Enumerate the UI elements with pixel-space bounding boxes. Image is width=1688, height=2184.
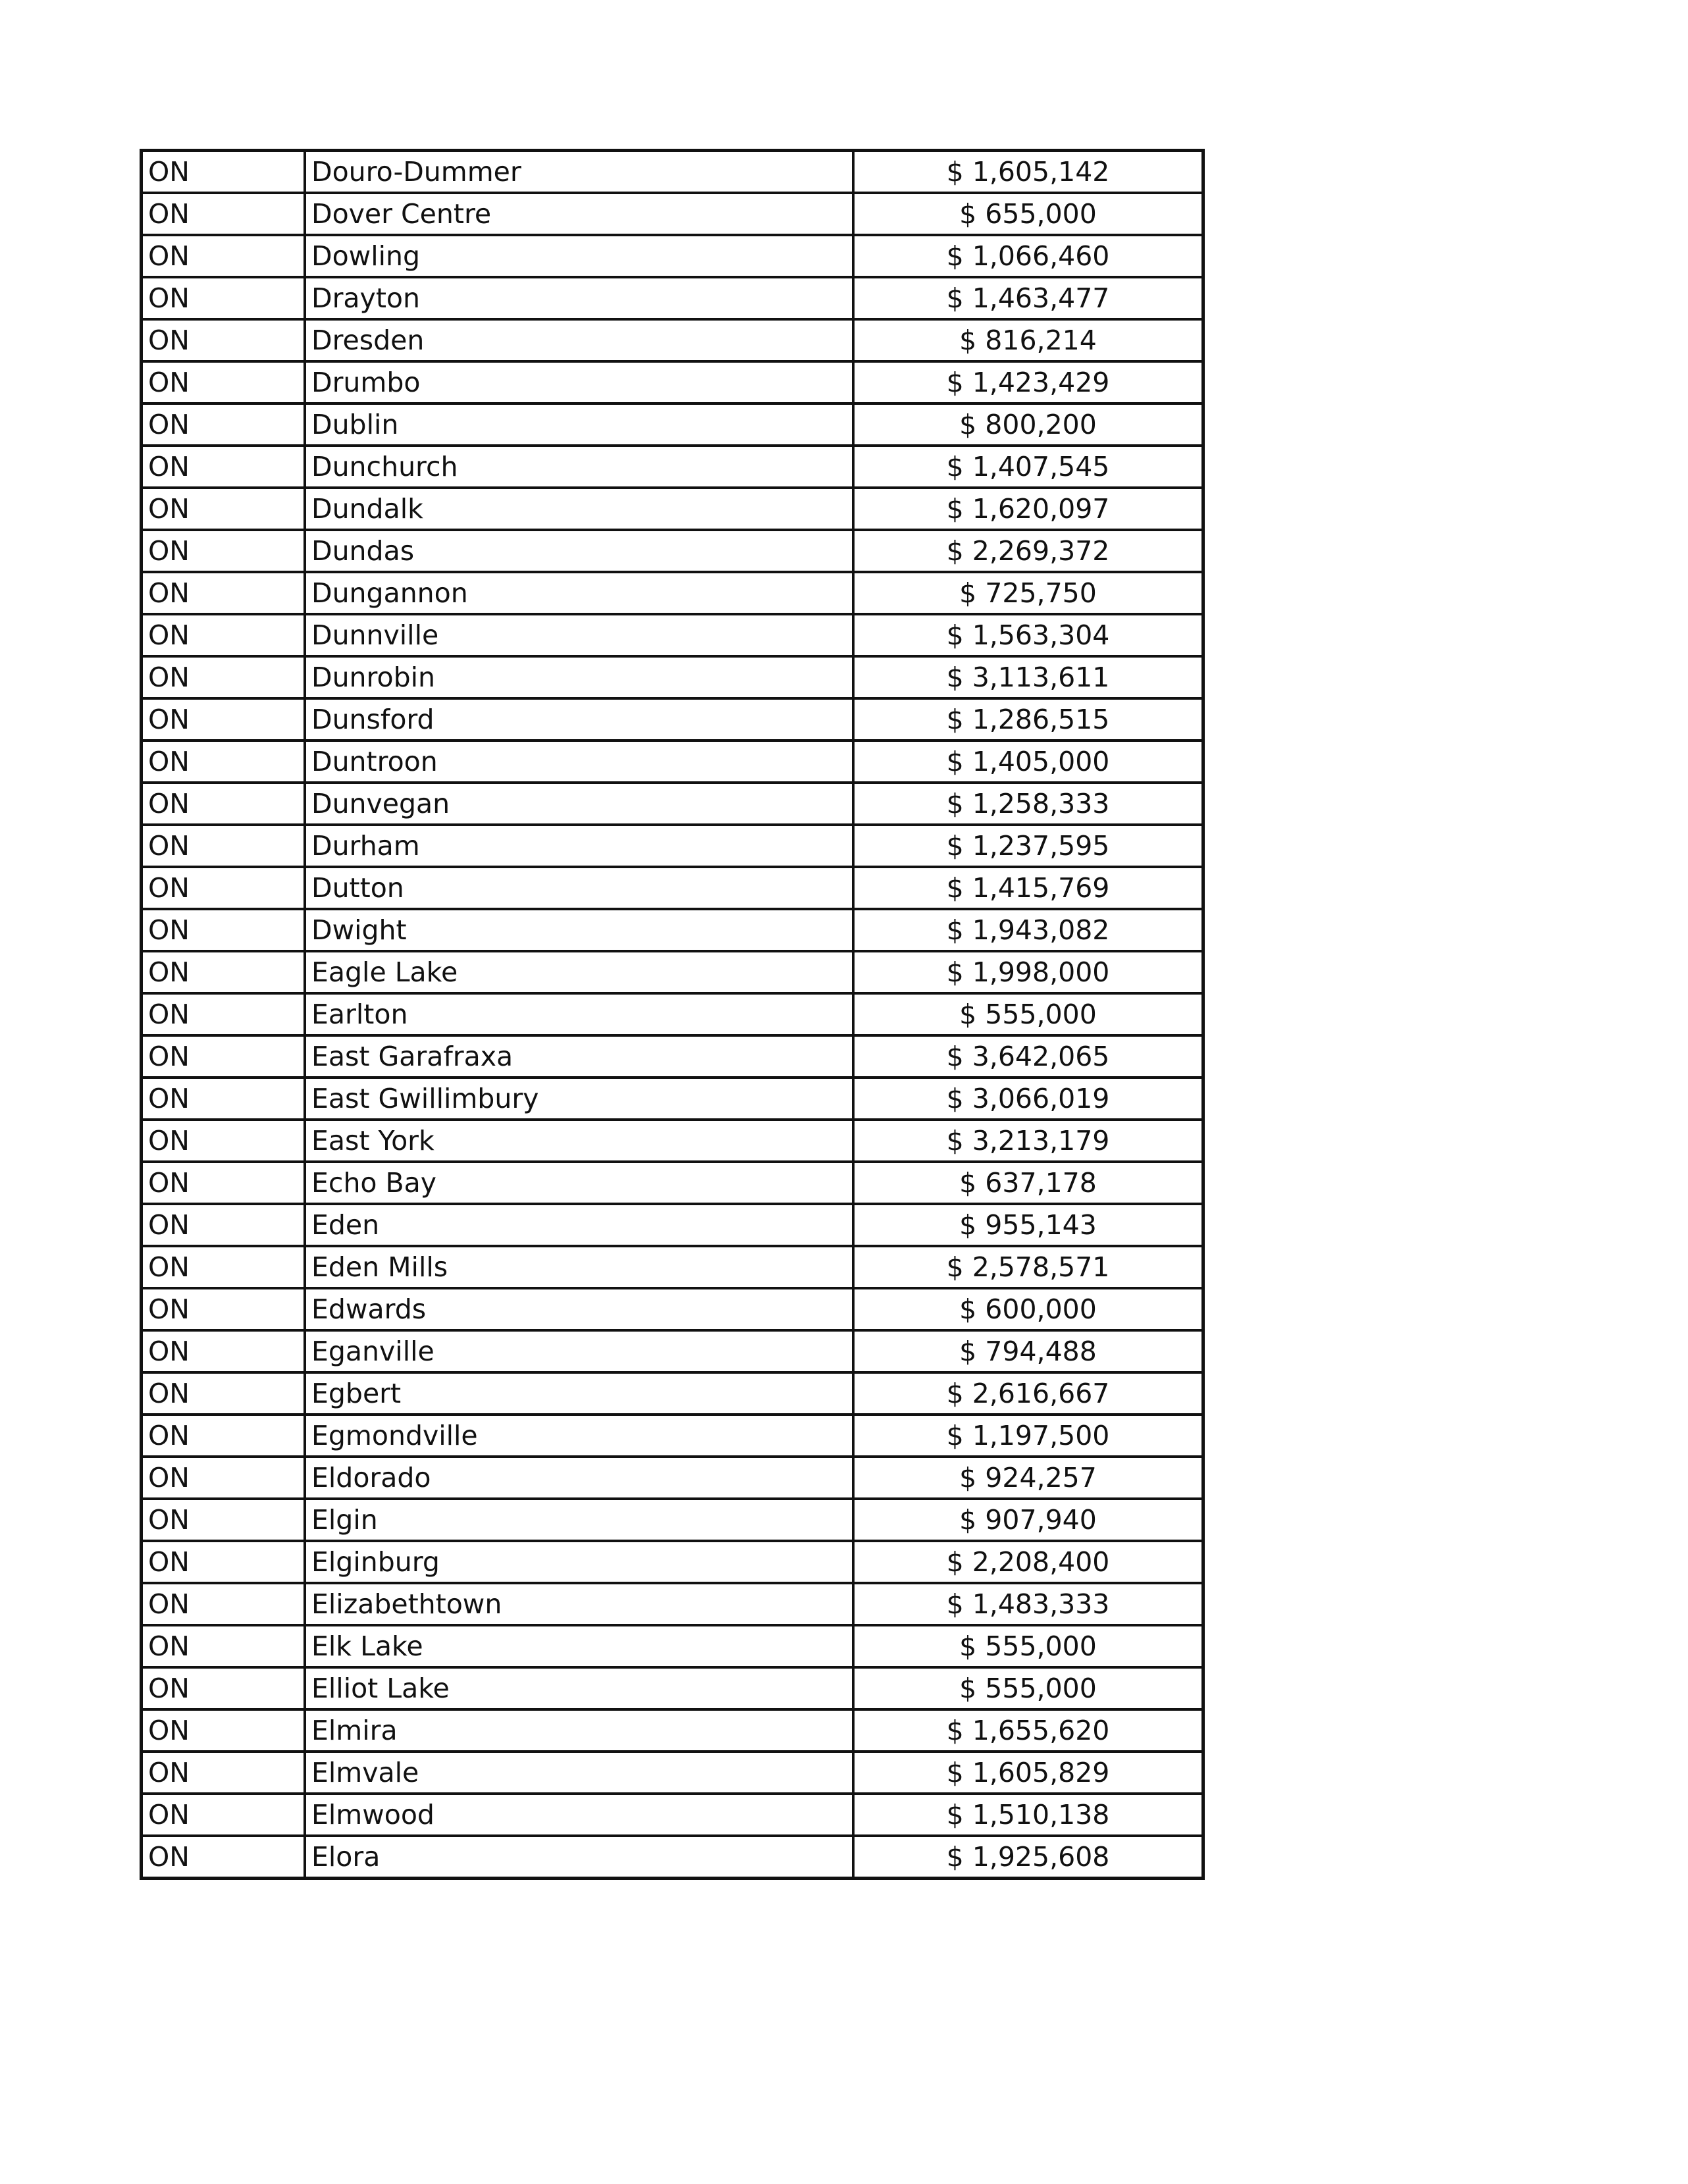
value-cell: $ 3,642,065 [853,1035,1203,1078]
province-cell: ON [142,1836,305,1879]
value-cell: $ 1,943,082 [853,909,1203,951]
table-row [142,1120,1203,1162]
value-cell: $ 1,655,620 [853,1709,1203,1752]
province-cell: ON [142,1499,305,1541]
table-row [142,1457,1203,1499]
place-cell: Dunnville [305,614,853,656]
value-cell: $ 2,616,667 [853,1372,1203,1415]
value-cell: $ 2,578,571 [853,1246,1203,1288]
place-cell: Earlton [305,993,853,1035]
province-cell: ON [142,235,305,277]
table-row [142,1372,1203,1415]
place-cell: Elginburg [305,1541,853,1583]
table-row [142,1752,1203,1794]
table-row [142,993,1203,1035]
value-cell: $ 3,113,611 [853,656,1203,698]
value-cell: $ 1,407,545 [853,446,1203,488]
province-cell: ON [142,361,305,403]
place-cell: Douro-Dummer [305,151,853,194]
province-cell: ON [142,909,305,951]
place-cell: Duntroon [305,741,853,783]
place-cell: Elgin [305,1499,853,1541]
table-row [142,741,1203,783]
province-cell: ON [142,1246,305,1288]
place-cell: Elmira [305,1709,853,1752]
table-row [142,446,1203,488]
place-cell: Elliot Lake [305,1667,853,1709]
value-cell: $ 800,200 [853,403,1203,446]
table-row [142,1288,1203,1330]
province-cell: ON [142,572,305,614]
value-cell: $ 655,000 [853,193,1203,235]
place-cell: Egmondville [305,1415,853,1457]
table-row [142,1162,1203,1204]
value-cell: $ 1,563,304 [853,614,1203,656]
place-cell: Dutton [305,867,853,909]
table-row [142,1204,1203,1246]
province-cell: ON [142,530,305,572]
place-cell: East Gwillimbury [305,1078,853,1120]
province-cell: ON [142,783,305,825]
place-cell: Edwards [305,1288,853,1330]
table-row [142,488,1203,530]
value-cell: $ 1,066,460 [853,235,1203,277]
table-row [142,530,1203,572]
value-cell: $ 555,000 [853,993,1203,1035]
province-cell: ON [142,1120,305,1162]
value-cell: $ 1,237,595 [853,825,1203,867]
place-cell: Eganville [305,1330,853,1372]
table-row [142,825,1203,867]
table-row [142,1541,1203,1583]
value-cell: $ 1,510,138 [853,1794,1203,1836]
table-row [142,151,1203,194]
place-cell: Elk Lake [305,1625,853,1667]
value-cell: $ 1,405,000 [853,741,1203,783]
table-row [142,403,1203,446]
value-cell: $ 1,998,000 [853,951,1203,993]
place-cell: Elmwood [305,1794,853,1836]
province-cell: ON [142,951,305,993]
table-row [142,909,1203,951]
place-cell: Drayton [305,277,853,319]
place-cell: Dundas [305,530,853,572]
province-cell: ON [142,1162,305,1204]
place-cell: Dresden [305,319,853,361]
province-cell: ON [142,319,305,361]
place-cell: Eden [305,1204,853,1246]
place-cell: East Garafraxa [305,1035,853,1078]
province-cell: ON [142,1583,305,1625]
province-cell: ON [142,614,305,656]
province-cell: ON [142,1078,305,1120]
table-row [142,1415,1203,1457]
table-row [142,1583,1203,1625]
table-row [142,783,1203,825]
value-cell: $ 1,463,477 [853,277,1203,319]
province-cell: ON [142,1541,305,1583]
value-cell: $ 725,750 [853,572,1203,614]
province-cell: ON [142,993,305,1035]
place-cell: Dunvegan [305,783,853,825]
table-row [142,361,1203,403]
province-cell: ON [142,1794,305,1836]
value-cell: $ 794,488 [853,1330,1203,1372]
table-row [142,1035,1203,1078]
province-cell: ON [142,656,305,698]
table-row [142,1836,1203,1879]
place-cell: Dundalk [305,488,853,530]
table-row [142,235,1203,277]
table-row [142,951,1203,993]
value-cell: $ 1,620,097 [853,488,1203,530]
value-cell: $ 1,258,333 [853,783,1203,825]
province-cell: ON [142,1372,305,1415]
province-cell: ON [142,1330,305,1372]
table-row [142,1330,1203,1372]
place-cell: Dungannon [305,572,853,614]
province-cell: ON [142,698,305,741]
table-row [142,698,1203,741]
place-cell: Dunrobin [305,656,853,698]
province-cell: ON [142,1457,305,1499]
value-cell: $ 555,000 [853,1625,1203,1667]
table-row [142,614,1203,656]
place-cell: Dover Centre [305,193,853,235]
place-cell: Dunchurch [305,446,853,488]
table-row [142,1499,1203,1541]
table-row [142,319,1203,361]
province-cell: ON [142,488,305,530]
place-cell: Eagle Lake [305,951,853,993]
table-row [142,193,1203,235]
value-cell: $ 924,257 [853,1457,1203,1499]
place-cell: East York [305,1120,853,1162]
place-cell: Dunsford [305,698,853,741]
value-cell: $ 816,214 [853,319,1203,361]
table-row [142,656,1203,698]
value-cell: $ 2,269,372 [853,530,1203,572]
province-cell: ON [142,446,305,488]
province-cell: ON [142,1204,305,1246]
value-cell: $ 3,213,179 [853,1120,1203,1162]
value-cell: $ 637,178 [853,1162,1203,1204]
value-cell: $ 1,286,515 [853,698,1203,741]
province-cell: ON [142,403,305,446]
value-cell: $ 3,066,019 [853,1078,1203,1120]
table-row [142,1667,1203,1709]
place-cell: Dublin [305,403,853,446]
table-row [142,867,1203,909]
place-cell: Egbert [305,1372,853,1415]
table-row [142,277,1203,319]
province-cell: ON [142,151,305,194]
province-cell: ON [142,1625,305,1667]
value-cell: $ 1,605,142 [853,151,1203,194]
place-cell: Elizabethtown [305,1583,853,1625]
place-cell: Eden Mills [305,1246,853,1288]
data-table [140,149,1205,1880]
value-cell: $ 1,605,829 [853,1752,1203,1794]
province-cell: ON [142,825,305,867]
value-cell: $ 1,483,333 [853,1583,1203,1625]
table-row [142,1246,1203,1288]
province-cell: ON [142,1288,305,1330]
table-row [142,1078,1203,1120]
province-cell: ON [142,193,305,235]
province-cell: ON [142,1415,305,1457]
province-cell: ON [142,1752,305,1794]
value-cell: $ 955,143 [853,1204,1203,1246]
province-cell: ON [142,741,305,783]
place-cell: Drumbo [305,361,853,403]
value-cell: $ 2,208,400 [853,1541,1203,1583]
table-row [142,572,1203,614]
table-row [142,1709,1203,1752]
value-cell: $ 907,940 [853,1499,1203,1541]
place-cell: Dwight [305,909,853,951]
place-cell: Elora [305,1836,853,1879]
value-cell: $ 1,423,429 [853,361,1203,403]
value-cell: $ 1,415,769 [853,867,1203,909]
table-row [142,1794,1203,1836]
place-cell: Durham [305,825,853,867]
value-cell: $ 1,197,500 [853,1415,1203,1457]
place-cell: Echo Bay [305,1162,853,1204]
value-cell: $ 555,000 [853,1667,1203,1709]
place-cell: Elmvale [305,1752,853,1794]
value-cell: $ 600,000 [853,1288,1203,1330]
table-body [142,151,1203,1879]
province-cell: ON [142,1709,305,1752]
province-cell: ON [142,867,305,909]
province-cell: ON [142,1035,305,1078]
province-cell: ON [142,1667,305,1709]
place-cell: Dowling [305,235,853,277]
table-row [142,1625,1203,1667]
province-cell: ON [142,277,305,319]
place-cell: Eldorado [305,1457,853,1499]
value-cell: $ 1,925,608 [853,1836,1203,1879]
